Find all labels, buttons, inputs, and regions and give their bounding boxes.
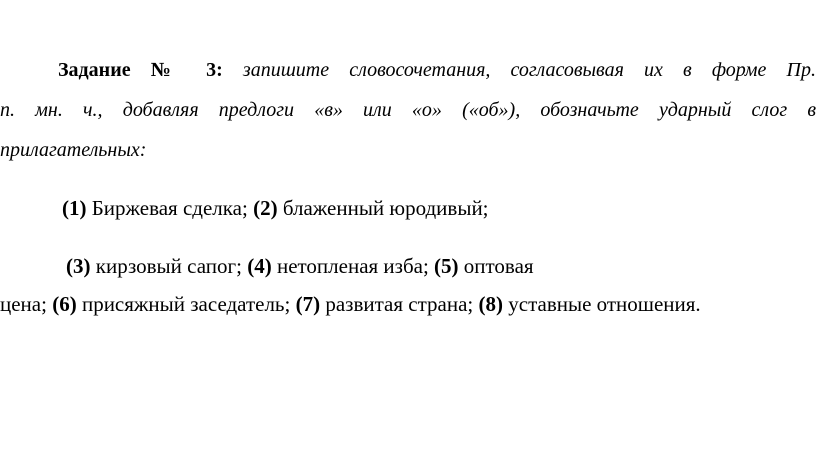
item-phrase: развитая страна; [325, 292, 474, 316]
item-phrase: Биржевая сделка; [91, 196, 248, 220]
item-number: (2) [253, 196, 278, 220]
item-number: (5) [434, 254, 459, 278]
phrase-line-3 [0, 290, 701, 318]
phrase-line-1 [62, 194, 489, 222]
item-phrase: блаженный юродивый; [282, 196, 489, 220]
item-phrase: кирзовый сапог; [95, 254, 242, 278]
task-instruction-line-1 [58, 56, 816, 84]
task-heading: Задание № 3: [58, 59, 223, 81]
phrase-line-2 [66, 252, 534, 280]
item-number: (7) [295, 292, 321, 316]
item-number: (1) [62, 196, 87, 220]
item-number: (8) [478, 292, 503, 316]
item-number: (4) [247, 254, 272, 278]
item-number: (6) [52, 292, 77, 316]
item-phrase-continuation: цена; [0, 292, 47, 316]
task-instruction-text-1: запишите словосочетания, согласовывая их в форме Пр. [242, 59, 816, 81]
task-instruction-line-3 [0, 136, 816, 164]
item-phrase: нетопленая изба; [276, 254, 429, 278]
item-phrase: присяжный заседатель; [81, 292, 291, 316]
task-instruction-text-3: прилагательных: [0, 139, 147, 161]
item-phrase: оптовая [463, 254, 534, 278]
task-instruction-line-2 [0, 96, 816, 124]
item-number: (3) [66, 254, 91, 278]
item-phrase: уставные отношения. [508, 292, 701, 316]
task-instruction-text-2: п. мн. ч., добавляя предлоги «в» или «о» («об»), обозначьте ударный слог в [0, 99, 816, 121]
